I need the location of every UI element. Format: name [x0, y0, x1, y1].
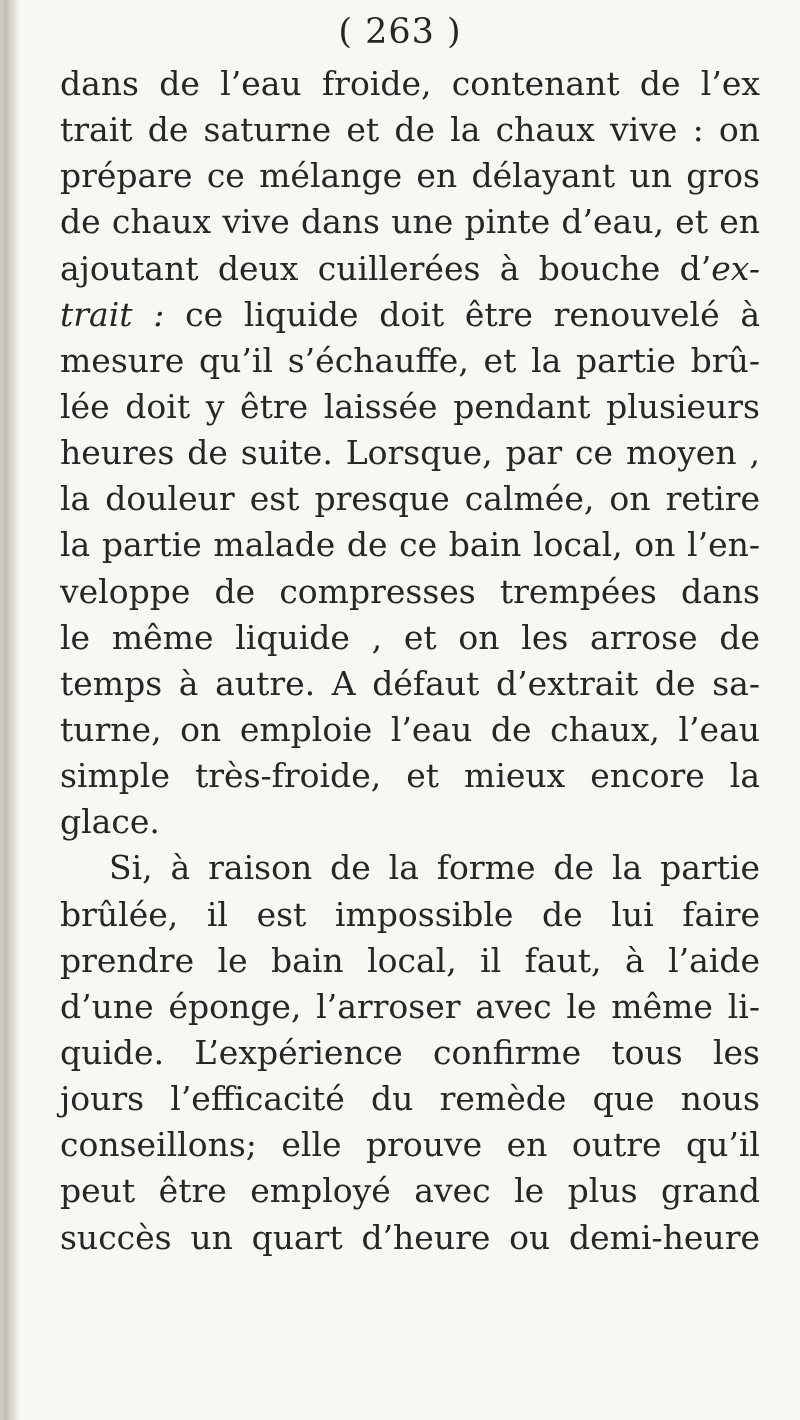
- binding-shadow: [4, 0, 20, 1420]
- text-line-5-italic: ex-: [711, 248, 760, 288]
- text-line-5-roman: ajoutant deux cuillerées à bouche d’: [60, 248, 712, 288]
- text-line-9: heures de suite. Lorsque, par ce moyen ,: [60, 433, 760, 473]
- text-line-26: succès un quart d’heure ou demi-heure: [60, 1217, 760, 1257]
- text-line-5: [60, 246, 760, 292]
- text-line-25: peut être employé avec le plus grand: [60, 1171, 760, 1211]
- text-line-1: dans de l’eau froide, contenant de l’ex: [60, 64, 760, 103]
- text-line-11: la partie malade de ce bain local, on l’en-: [60, 525, 760, 565]
- text-line-22: quide. L’expérience confirme tous les: [60, 1032, 760, 1072]
- page-number-header: ( 263 ): [338, 12, 462, 52]
- text-line-21: d’une éponge, l’arroser avec le même li-: [60, 986, 760, 1026]
- text-line-8: lée doit y être laissée pendant plusieurs: [60, 386, 760, 426]
- text-line-23: jours l’efficacité du remède que nous: [60, 1079, 760, 1119]
- body-text: [60, 61, 760, 1261]
- text-line-2: trait de saturne et de la chaux vive : on: [60, 110, 760, 150]
- text-line-6: [60, 292, 760, 338]
- text-line-24: conseillons; elle prouve en outre qu’il: [60, 1125, 760, 1165]
- text-line-16: simple très-froide, et mieux encore la: [60, 756, 760, 796]
- text-line-20: prendre le bain local, il faut, à l’aide: [60, 940, 760, 980]
- text-line-3: prépare ce mélange en délayant un gros: [60, 156, 760, 196]
- text-line-15: turne, on emploie l’eau de chaux, l’eau: [60, 709, 760, 749]
- text-line-17: glace.: [60, 802, 160, 842]
- text-line-10: la douleur est presque calmée, on retire: [60, 479, 760, 519]
- text-line-7: mesure qu’il s’échauffe, et la partie brû-: [60, 340, 760, 380]
- text-line-18: Si, à raison de la forme de la partie: [109, 848, 760, 888]
- text-line-14: temps à autre. A défaut d’extrait de sa-: [60, 663, 760, 703]
- text-line-6-italic: trait :: [60, 294, 165, 334]
- text-line-12: veloppe de compresses trempées dans: [60, 571, 760, 611]
- text-line-4: de chaux vive dans une pinte d’eau, et en: [60, 202, 760, 242]
- text-line-6-roman: ce liquide doit être renouvelé à: [164, 294, 761, 334]
- text-line-13: le même liquide , et on les arrose de: [60, 617, 760, 657]
- text-line-19: brûlée, il est impossible de lui faire: [60, 894, 760, 934]
